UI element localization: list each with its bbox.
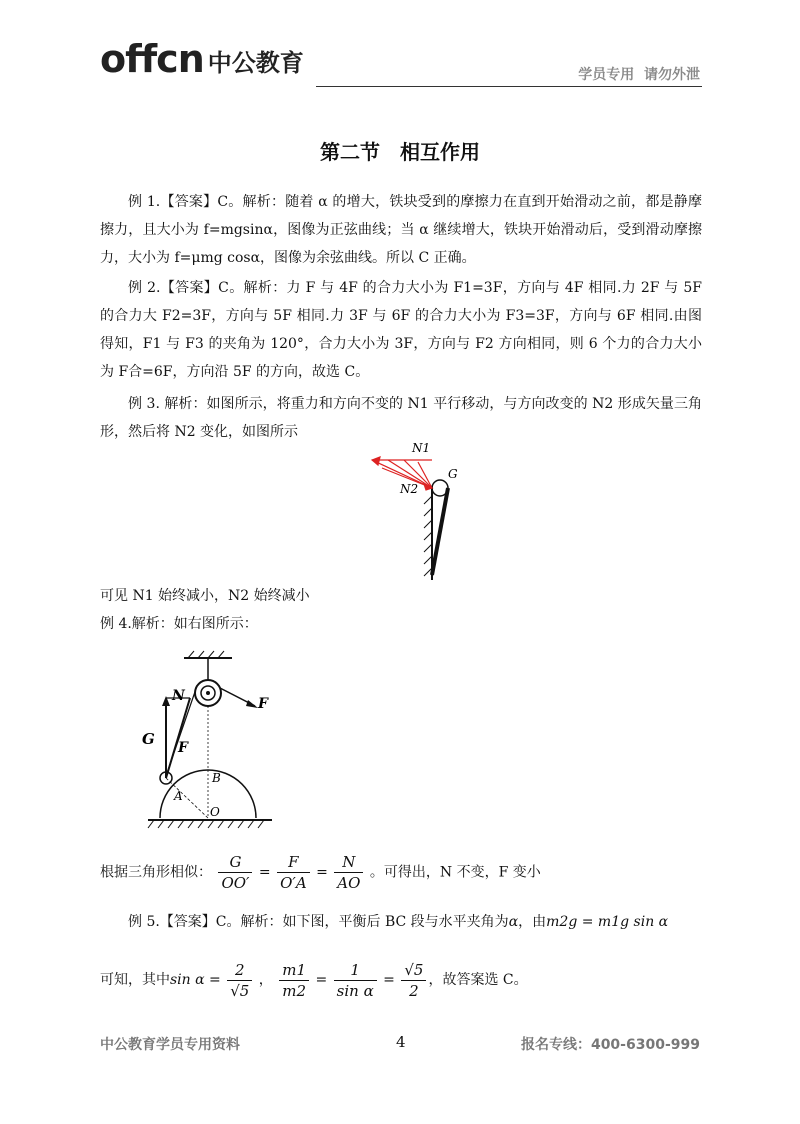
fig3-label-n2: N2 — [400, 482, 419, 496]
ex5-alpha: α — [508, 914, 519, 930]
similar-prefix: 根据三角形相似： — [100, 864, 212, 881]
example-3-conclusion: 可见 N1 始终减小，N2 始终减小 — [100, 588, 310, 604]
header-tag: 学员专用 请勿外泄 — [578, 67, 700, 83]
ex5-frac3-num: √5 — [401, 960, 426, 981]
ex5-frac1-num: 2 — [227, 960, 252, 981]
ex5-frac1-den: √5 — [230, 981, 250, 1000]
example-2: 例 2.【答案】C。解析：力 F 与 4F 的合力大小为 F1=3F，方向与 4F 相同.力 2F 与 5F 的合力大 F2=3F，方向与 5F 相同.力 3F 与 6F 的合力大小为 F3=3F，方向与 6F 相同.由图得知，F1 与 F3 的夹角为 120°，合力大小为 3F，方向与 F2 方向相同，则 6 个力的合力大小为 F合=6F，方向沿 5F 的方向，故选 C。 — [100, 280, 702, 380]
fraction-g — [218, 852, 252, 893]
ex5-equation: m2g = m1g sin α — [546, 914, 669, 930]
fig4-label-b: B — [212, 771, 221, 785]
figure-3 — [360, 438, 480, 583]
ex5-line2-suffix: ，故答案选 C。 — [428, 972, 528, 988]
figure-4 — [140, 648, 280, 833]
fig4-label-f-right: F — [258, 696, 268, 712]
fraction-f-num: F — [277, 852, 310, 873]
example-5-line2: 可知，其中sin α = $\frac{2}{√5}$ ， $\frac{m1}{m2}$ = $\frac{1}{\text{sin α}}$ = $\frac{√5}{2}$ ，故答案选 C。 — [100, 960, 528, 1000]
similar-suffix: 。可得出，N 不变，F 变小 — [369, 864, 541, 881]
section-title: 第二节 相互作用 — [320, 140, 480, 164]
fig3-label-g: G — [448, 467, 458, 481]
example-4-similar: 根据三角形相似： $\frac{G}{OO'}$ = $\frac{F}{O'A}$ = $\frac{N}{AO}$ 。可得出，N 不变，F 变小 — [100, 853, 541, 892]
fig4-label-n: N — [172, 688, 185, 704]
ex5-frac2-den: sin α — [336, 981, 374, 1000]
logo-latin: offcn — [100, 37, 204, 81]
ex5-frac1 — [227, 960, 252, 1001]
header-rule — [316, 86, 702, 87]
fraction-g-num: G — [218, 852, 252, 873]
fig3-label-n1: N1 — [412, 441, 431, 455]
ex5-frac3 — [401, 960, 426, 1001]
example-5-line1 — [100, 908, 702, 936]
fig4-label-g: G — [142, 730, 155, 748]
page-number: 4 — [396, 1033, 406, 1051]
ex5-sin-expr: sin α = — [170, 972, 221, 988]
ex5-mfrac-num: m1 — [279, 960, 309, 981]
fig4-label-f-left: F — [178, 740, 188, 756]
footer-right: 报名专线：400-6300-999 — [520, 1037, 700, 1053]
fig4-label-o: O — [210, 805, 220, 819]
ex5-line2-prefix: 可知，其中 — [100, 972, 170, 988]
fraction-n-den: AO — [337, 874, 361, 892]
fraction-n — [334, 852, 363, 893]
example-3: 例 3. 解析：如图所示，将重力和方向不变的 N1 平行移动，与方向改变的 N2 形成矢量三角形，然后将 N2 变化，如图所示 — [100, 396, 702, 440]
ex5-text: 例 5.【答案】C。解析：如下图，平衡后 BC 段与水平夹角为 — [128, 914, 509, 930]
ex5-frac2-num: 1 — [334, 960, 377, 981]
logo-cn: 中公教育 — [207, 49, 304, 77]
ex5-mfrac-den: m2 — [282, 981, 307, 1000]
fig4-label-a: A — [174, 789, 183, 803]
example-1: 例 1.【答案】C。解析：随着 α 的增大，铁块受到的摩擦力在直到开始滑动之前，都是静摩擦力，且大小为 f=mgsinα，图像为正弦曲线；当 α 继续增大，铁块开始滑动后，受到滑动摩擦力，大小为 f=μmg cosα，图像为余弦曲线。所以 C 正确。 — [100, 194, 702, 266]
ex5-frac3-den: 2 — [409, 981, 419, 1000]
ex5-mfrac — [279, 960, 309, 1001]
footer-left: 中公教育学员专用资料 — [100, 1037, 240, 1053]
fraction-g-den: OO′ — [221, 874, 250, 892]
fraction-f — [277, 852, 310, 893]
fraction-f-den: O′A — [280, 874, 307, 892]
fraction-n-num: N — [334, 852, 363, 873]
example-4-intro: 例 4.解析：如右图所示： — [100, 616, 258, 632]
ex5-mid: ，由 — [518, 914, 547, 930]
logo — [100, 37, 304, 81]
ex5-frac2 — [334, 960, 377, 1001]
